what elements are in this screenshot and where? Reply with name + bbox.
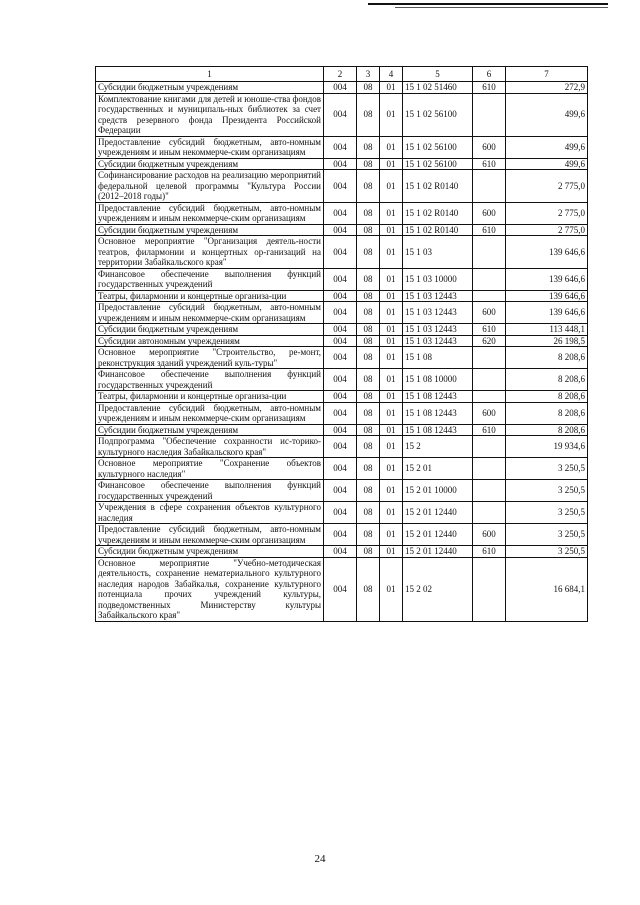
table-row (96, 324, 588, 336)
row-amount: 2 775,0 (506, 224, 588, 236)
row-razdel: 08 (357, 546, 380, 558)
row-amount: 139 646,6 (506, 302, 588, 324)
header-cell-1: 1 (96, 67, 324, 82)
row-target-article: 15 1 08 (403, 347, 473, 369)
row-podrazdel: 01 (380, 436, 403, 458)
row-grbs: 004 (324, 268, 357, 290)
row-target-article: 15 1 03 12443 (403, 290, 473, 302)
table-row (96, 391, 588, 403)
row-podrazdel: 01 (380, 458, 403, 480)
row-podrazdel: 01 (380, 391, 403, 403)
row-grbs: 004 (324, 324, 357, 336)
row-amount: 499,6 (506, 136, 588, 158)
row-name: Субсидии бюджетным учреждениям (96, 224, 324, 236)
row-podrazdel: 01 (380, 302, 403, 324)
row-podrazdel: 01 (380, 170, 403, 203)
row-target-article: 15 1 02 R0140 (403, 202, 473, 224)
row-razdel: 08 (357, 524, 380, 546)
row-razdel: 08 (357, 335, 380, 347)
table-row (96, 224, 588, 236)
row-amount: 2 775,0 (506, 202, 588, 224)
header-row (96, 67, 588, 82)
table-row (96, 202, 588, 224)
row-target-article: 15 2 02 (403, 557, 473, 621)
row-amount: 8 208,6 (506, 347, 588, 369)
row-target-article: 15 2 01 (403, 458, 473, 480)
row-amount: 16 684,1 (506, 557, 588, 621)
header-rule-thin (395, 7, 608, 8)
row-grbs: 004 (324, 557, 357, 621)
row-grbs: 004 (324, 158, 357, 170)
header-cell-3: 3 (357, 67, 380, 82)
row-amount: 3 250,5 (506, 480, 588, 502)
row-target-article: 15 1 02 56100 (403, 93, 473, 136)
row-amount: 3 250,5 (506, 458, 588, 480)
row-name: Софинансирование расходов на реализацию мероприятий федеральной целевой программы "Культура России (2012–2018 годы)" (96, 170, 324, 203)
row-name: Комплектование книгами для детей и юноше-ства фондов государственных и муниципаль-ных библиотек за счет средств резервного фонда Президента Российской Федерации (96, 93, 324, 136)
row-amount: 8 208,6 (506, 391, 588, 403)
row-amount: 8 208,6 (506, 402, 588, 424)
row-expense-type (473, 347, 506, 369)
row-expense-type: 610 (473, 158, 506, 170)
row-amount: 3 250,5 (506, 524, 588, 546)
row-name: Субсидии бюджетным учреждениям (96, 546, 324, 558)
row-name: Предоставление субсидий бюджетным, авто-номным учреждениям и иным некоммерче-ским организациям (96, 136, 324, 158)
row-amount: 8 208,6 (506, 369, 588, 391)
row-razdel: 08 (357, 458, 380, 480)
row-name: Основное мероприятие "Строительство, ре-монт, реконструкция зданий учреждений куль-туры" (96, 347, 324, 369)
row-grbs: 004 (324, 369, 357, 391)
row-razdel: 08 (357, 436, 380, 458)
row-name: Театры, филармонии и концертные организа-ции (96, 391, 324, 403)
row-grbs: 004 (324, 302, 357, 324)
row-razdel: 08 (357, 402, 380, 424)
row-razdel: 08 (357, 424, 380, 436)
row-amount: 113 448,1 (506, 324, 588, 336)
row-expense-type: 610 (473, 324, 506, 336)
table-row (96, 335, 588, 347)
row-podrazdel: 01 (380, 402, 403, 424)
row-grbs: 004 (324, 480, 357, 502)
row-expense-type (473, 93, 506, 136)
row-grbs: 004 (324, 93, 357, 136)
row-razdel: 08 (357, 158, 380, 170)
table-row (96, 458, 588, 480)
row-target-article: 15 1 08 12443 (403, 424, 473, 436)
row-grbs: 004 (324, 402, 357, 424)
row-name: Основное мероприятие "Организация деятель-ности театров, филармонии и концертных ор-ганизаций на территории Забайкальского края" (96, 236, 324, 269)
row-target-article: 15 1 02 R0140 (403, 170, 473, 203)
row-expense-type (473, 236, 506, 269)
table-row (96, 402, 588, 424)
row-expense-type: 610 (473, 424, 506, 436)
table-row (96, 480, 588, 502)
row-name: Предоставление субсидий бюджетным, авто-номным учреждениям и иным некоммерче-ским организациям (96, 302, 324, 324)
budget-table (95, 66, 588, 622)
row-razdel: 08 (357, 290, 380, 302)
row-expense-type (473, 436, 506, 458)
row-razdel: 08 (357, 324, 380, 336)
row-name: Финансовое обеспечение выполнения функций государственных учреждений (96, 369, 324, 391)
row-razdel: 08 (357, 391, 380, 403)
row-grbs: 004 (324, 335, 357, 347)
header-cell-5: 5 (403, 67, 473, 82)
row-expense-type: 600 (473, 136, 506, 158)
row-target-article: 15 1 02 56100 (403, 158, 473, 170)
row-podrazdel: 01 (380, 546, 403, 558)
row-grbs: 004 (324, 546, 357, 558)
row-expense-type (473, 458, 506, 480)
table-row (96, 82, 588, 94)
row-name: Предоставление субсидий бюджетным, авто-номным учреждениям и иным некоммерче-ским организациям (96, 202, 324, 224)
row-grbs: 004 (324, 136, 357, 158)
row-target-article: 15 1 08 12443 (403, 402, 473, 424)
row-podrazdel: 01 (380, 424, 403, 436)
row-name: Финансовое обеспечение выполнения функций государственных учреждений (96, 268, 324, 290)
table-row (96, 347, 588, 369)
row-expense-type (473, 369, 506, 391)
row-amount: 26 198,5 (506, 335, 588, 347)
header-cell-2: 2 (324, 67, 357, 82)
row-name: Субсидии бюджетным учреждениям (96, 82, 324, 94)
row-amount: 139 646,6 (506, 236, 588, 269)
row-expense-type (473, 391, 506, 403)
table-body (96, 82, 588, 622)
row-podrazdel: 01 (380, 224, 403, 236)
row-podrazdel: 01 (380, 136, 403, 158)
row-expense-type: 600 (473, 524, 506, 546)
row-podrazdel: 01 (380, 158, 403, 170)
row-razdel: 08 (357, 236, 380, 269)
row-name: Субсидии бюджетным учреждениям (96, 324, 324, 336)
row-expense-type: 610 (473, 224, 506, 236)
row-podrazdel: 01 (380, 502, 403, 524)
row-podrazdel: 01 (380, 335, 403, 347)
row-target-article: 15 1 08 12443 (403, 391, 473, 403)
table-row (96, 158, 588, 170)
table-row (96, 268, 588, 290)
table-row (96, 93, 588, 136)
row-grbs: 004 (324, 170, 357, 203)
table-row (96, 369, 588, 391)
row-razdel: 08 (357, 82, 380, 94)
table-row (96, 290, 588, 302)
row-razdel: 08 (357, 557, 380, 621)
row-podrazdel: 01 (380, 557, 403, 621)
row-podrazdel: 01 (380, 82, 403, 94)
row-razdel: 08 (357, 202, 380, 224)
table-row (96, 302, 588, 324)
row-amount: 19 934,6 (506, 436, 588, 458)
row-expense-type: 600 (473, 202, 506, 224)
row-podrazdel: 01 (380, 202, 403, 224)
row-grbs: 004 (324, 347, 357, 369)
row-podrazdel: 01 (380, 347, 403, 369)
table-row (96, 236, 588, 269)
row-grbs: 004 (324, 436, 357, 458)
row-target-article: 15 1 02 R0140 (403, 224, 473, 236)
row-target-article: 15 1 02 56100 (403, 136, 473, 158)
row-target-article: 15 2 01 12440 (403, 524, 473, 546)
row-grbs: 004 (324, 224, 357, 236)
row-amount: 3 250,5 (506, 502, 588, 524)
row-expense-type: 600 (473, 402, 506, 424)
row-target-article: 15 1 03 (403, 236, 473, 269)
row-podrazdel: 01 (380, 236, 403, 269)
row-grbs: 004 (324, 82, 357, 94)
page-number: 24 (314, 853, 326, 865)
row-grbs: 004 (324, 524, 357, 546)
table-row (96, 424, 588, 436)
row-razdel: 08 (357, 347, 380, 369)
row-name: Театры, филармонии и концертные организа-ции (96, 290, 324, 302)
row-amount: 499,6 (506, 93, 588, 136)
row-target-article: 15 2 01 10000 (403, 480, 473, 502)
row-amount: 272,9 (506, 82, 588, 94)
row-razdel: 08 (357, 502, 380, 524)
row-razdel: 08 (357, 136, 380, 158)
row-amount: 139 646,6 (506, 268, 588, 290)
row-target-article: 15 1 03 12443 (403, 335, 473, 347)
row-amount: 3 250,5 (506, 546, 588, 558)
header-cell-6: 6 (473, 67, 506, 82)
row-target-article: 15 1 02 51460 (403, 82, 473, 94)
row-razdel: 08 (357, 224, 380, 236)
row-amount: 499,6 (506, 158, 588, 170)
table-row (96, 546, 588, 558)
row-expense-type (473, 170, 506, 203)
row-name: Учреждения в сфере сохранения объектов культурного наследия (96, 502, 324, 524)
row-podrazdel: 01 (380, 324, 403, 336)
row-podrazdel: 01 (380, 480, 403, 502)
row-amount: 139 646,6 (506, 290, 588, 302)
row-target-article: 15 1 03 12443 (403, 302, 473, 324)
row-podrazdel: 01 (380, 290, 403, 302)
header-cell-4: 4 (380, 67, 403, 82)
table-row (96, 436, 588, 458)
row-podrazdel: 01 (380, 369, 403, 391)
row-name: Субсидии бюджетным учреждениям (96, 424, 324, 436)
row-name: Финансовое обеспечение выполнения функций государственных учреждений (96, 480, 324, 502)
row-podrazdel: 01 (380, 524, 403, 546)
row-razdel: 08 (357, 480, 380, 502)
row-expense-type: 620 (473, 335, 506, 347)
header-cell-7: 7 (506, 67, 588, 82)
row-name: Основное мероприятие "Учебно-методическая деятельность, сохранение нематериального культурного наследия народов Забайкалья, сохранение культурного потенциала прочих учреждений культуры, подведомственных Министерству культуры Забайкальского края" (96, 557, 324, 621)
row-name: Основное мероприятие "Сохранение объектов культурного наследия" (96, 458, 324, 480)
row-expense-type (473, 480, 506, 502)
table-row (96, 136, 588, 158)
row-name: Предоставление субсидий бюджетным, авто-номным учреждениям и иным некоммерче-ским организациям (96, 524, 324, 546)
row-podrazdel: 01 (380, 93, 403, 136)
row-grbs: 004 (324, 424, 357, 436)
header-rule (368, 3, 608, 5)
row-grbs: 004 (324, 202, 357, 224)
row-expense-type (473, 502, 506, 524)
row-target-article: 15 2 (403, 436, 473, 458)
table-row (96, 502, 588, 524)
row-expense-type (473, 268, 506, 290)
row-name: Субсидии бюджетным учреждениям (96, 158, 324, 170)
row-expense-type (473, 290, 506, 302)
row-razdel: 08 (357, 369, 380, 391)
row-target-article: 15 2 01 12440 (403, 546, 473, 558)
row-razdel: 08 (357, 93, 380, 136)
row-target-article: 15 1 03 12443 (403, 324, 473, 336)
table-row (96, 170, 588, 203)
row-razdel: 08 (357, 302, 380, 324)
row-amount: 8 208,6 (506, 424, 588, 436)
row-razdel: 08 (357, 170, 380, 203)
row-razdel: 08 (357, 268, 380, 290)
row-name: Предоставление субсидий бюджетным, авто-номным учреждениям и иным некоммерче-ским организациям (96, 402, 324, 424)
row-amount: 2 775,0 (506, 170, 588, 203)
row-target-article: 15 1 03 10000 (403, 268, 473, 290)
row-name: Субсидии автономным учреждениям (96, 335, 324, 347)
table-row (96, 524, 588, 546)
row-grbs: 004 (324, 290, 357, 302)
row-expense-type: 610 (473, 82, 506, 94)
row-grbs: 004 (324, 236, 357, 269)
row-target-article: 15 1 08 10000 (403, 369, 473, 391)
row-expense-type: 610 (473, 546, 506, 558)
row-podrazdel: 01 (380, 268, 403, 290)
row-target-article: 15 2 01 12440 (403, 502, 473, 524)
row-grbs: 004 (324, 458, 357, 480)
row-grbs: 004 (324, 391, 357, 403)
row-expense-type: 600 (473, 302, 506, 324)
row-expense-type (473, 557, 506, 621)
table-row (96, 557, 588, 621)
row-name: Подпрограмма "Обеспечение сохранности ис-торико-культурного наследия Забайкальского края" (96, 436, 324, 458)
row-grbs: 004 (324, 502, 357, 524)
